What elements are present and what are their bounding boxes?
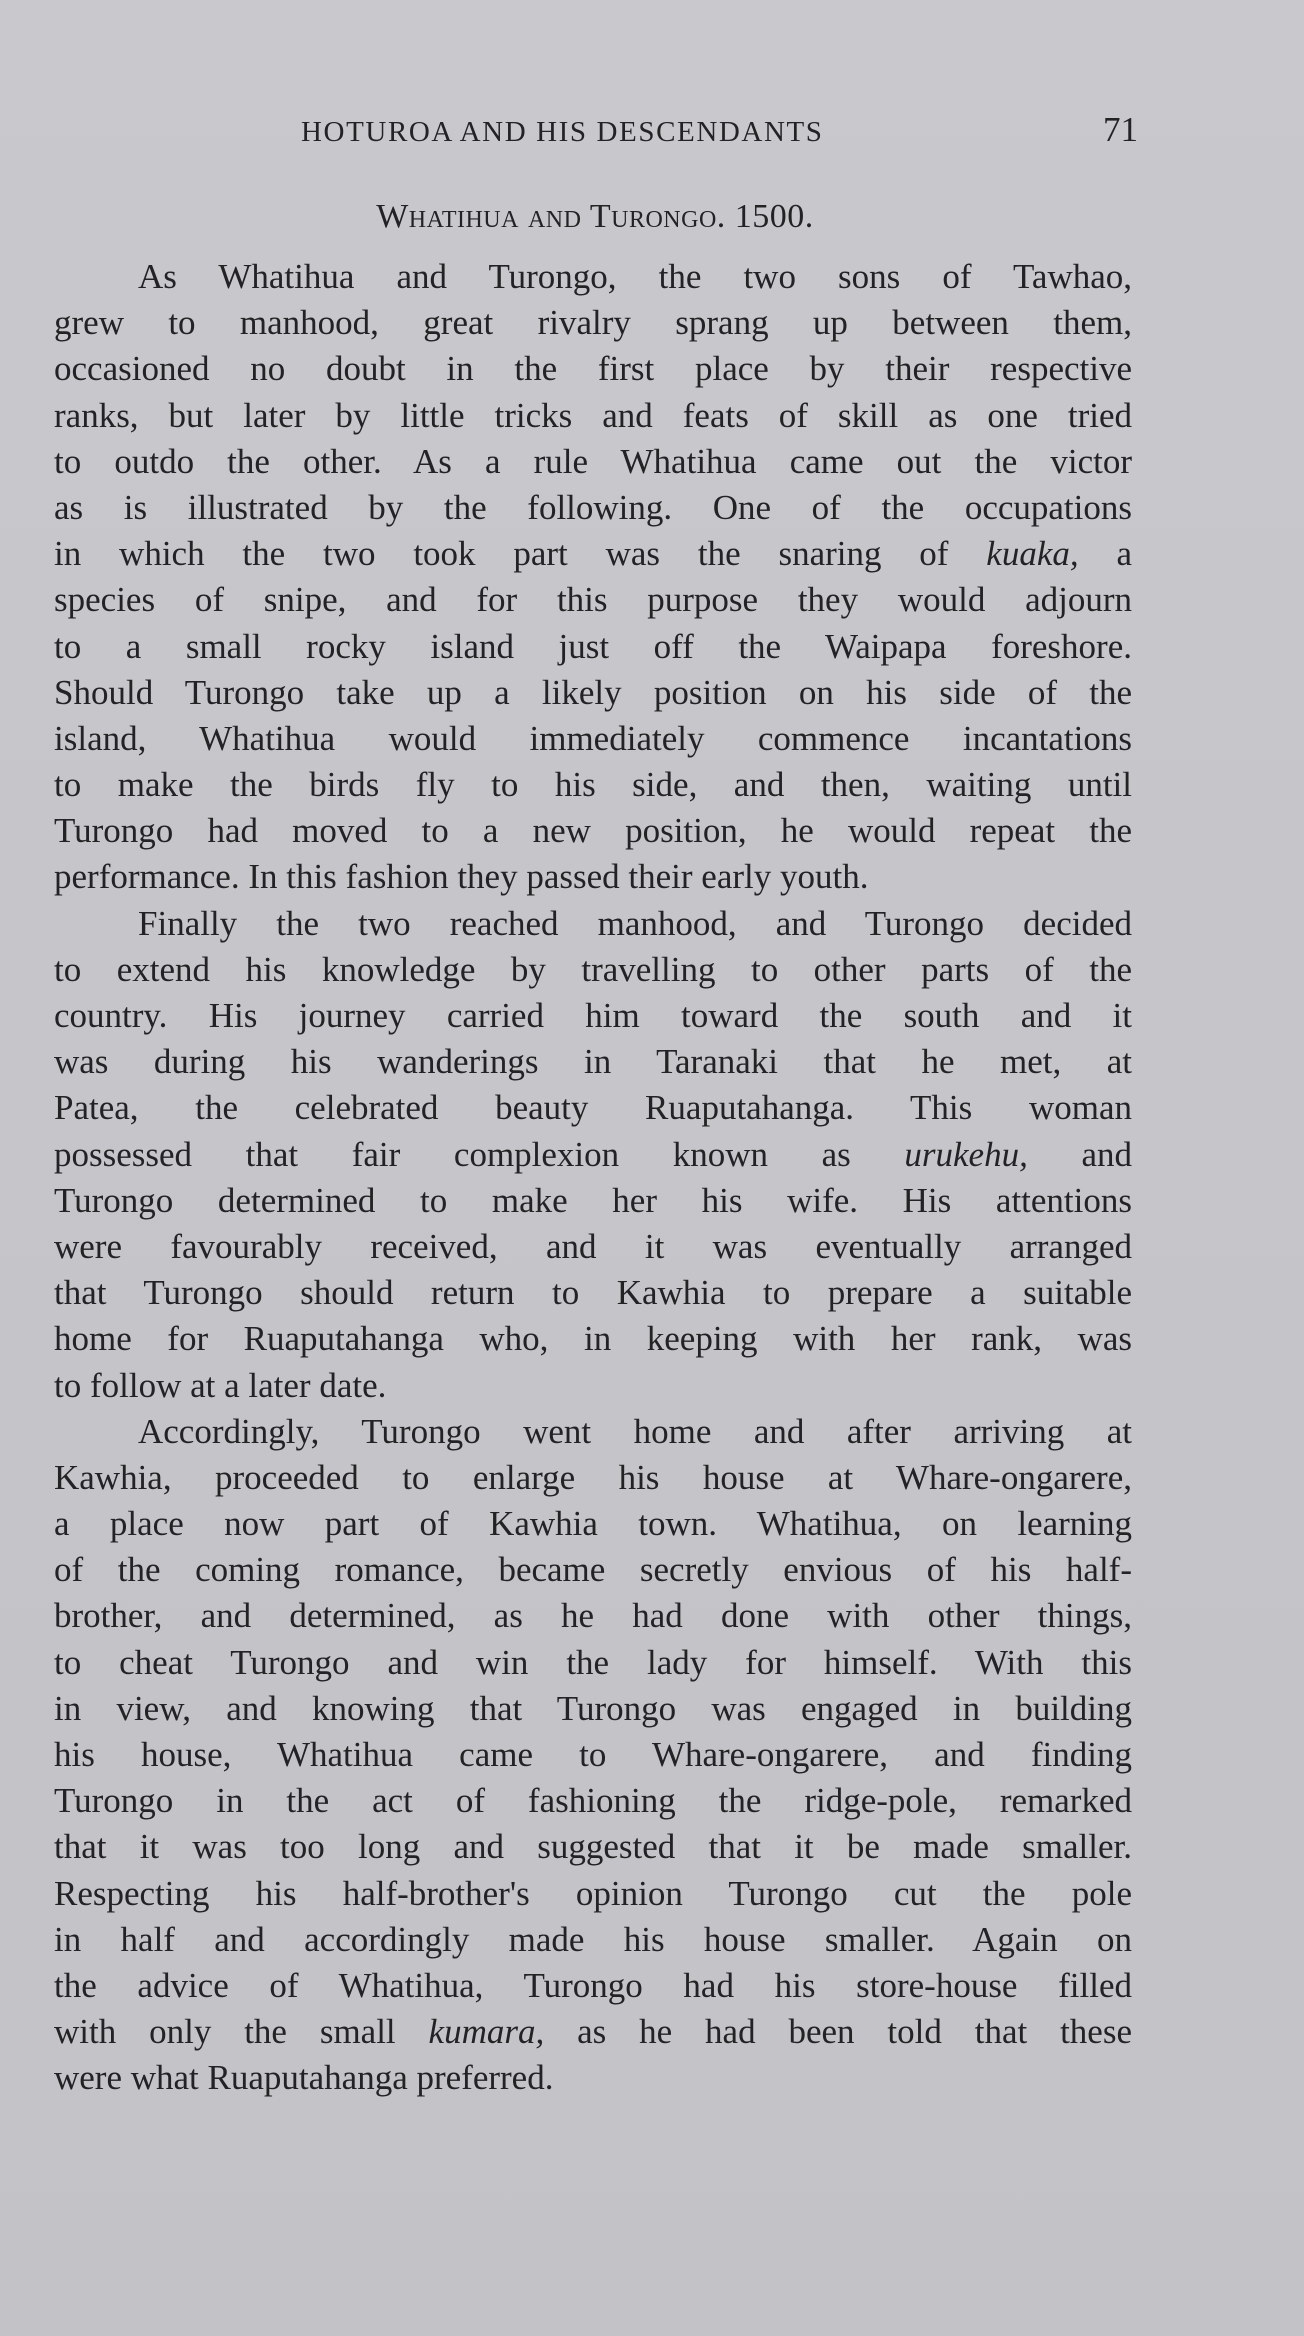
text-line: country. His journey carried him toward the south and it: [54, 996, 1132, 1035]
text-line: Should Turongo take up a likely position on his side of the: [54, 672, 1132, 712]
text-line: were favourably received, and it was eventually arranged: [54, 1226, 1132, 1266]
text-line: were what Ruaputahanga preferred.: [54, 2058, 554, 2098]
text-line: his house, Whatihua came to Whare-ongarere, and finding: [54, 1735, 1132, 1774]
paragraph-3: [54, 1409, 1132, 2102]
page-number: 71: [1103, 110, 1138, 149]
text-line: Turongo in the act of fashioning the ridge-pole, remarked: [54, 1781, 1132, 1821]
body-text: [54, 254, 1132, 2102]
text-line: the advice of Whatihua, Turongo had his store-house filled: [54, 1965, 1132, 2005]
text-line: occasioned no doubt in the first place by their respective: [54, 349, 1132, 389]
running-title: HOTUROA AND HIS DESCENDANTS: [301, 116, 824, 148]
text-line: home for Ruaputahanga who, in keeping with her rank, was: [54, 1319, 1132, 1359]
text-line: Turongo determined to make her his wife. His attentions: [54, 1180, 1132, 1220]
italic-term: urukehu,: [904, 1134, 1028, 1174]
text-line: that Turongo should return to Kawhia to prepare a suitable: [54, 1273, 1132, 1313]
text-line: Accordingly, Turongo went home and after arriving at: [138, 1411, 1132, 1451]
text-line: to follow at a later date.: [54, 1365, 387, 1405]
text-line: Kawhia, proceeded to enlarge his house at Whare-ongarere,: [54, 1457, 1132, 1497]
paragraph-1: [54, 254, 1132, 901]
text-line: Finally the two reached manhood, and Turongo decided: [138, 903, 1132, 943]
text-line: to outdo the other. As a rule Whatihua came out the victor: [54, 441, 1132, 481]
text-line: grew to manhood, great rivalry sprang up between them,: [54, 303, 1132, 343]
text-line: brother, and determined, as he had done with other things,: [54, 1596, 1132, 1636]
text-line: that it was too long and suggested that it be made smaller.: [54, 1827, 1132, 1867]
text-line: with only the small kumara, as he had been told that these: [54, 2012, 1132, 2052]
text-line: to cheat Turongo and win the lady for himself. With this: [54, 1642, 1132, 1682]
text-line: island, Whatihua would immediately commence incantations: [54, 718, 1132, 758]
text-line: performance. In this fashion they passed their early youth.: [54, 857, 869, 897]
italic-term: kuaka,: [986, 534, 1079, 574]
running-head: [54, 110, 1138, 152]
text-line: Turongo had moved to a new position, he would repeat the: [54, 811, 1132, 851]
text-line: Patea, the celebrated beauty Ruaputahanga. This woman: [54, 1088, 1132, 1128]
paragraph-2: [54, 901, 1132, 1409]
text-line: species of snipe, and for this purpose they would adjourn: [54, 580, 1132, 620]
text-line: As Whatihua and Turongo, the two sons of Tawhao,: [138, 257, 1132, 296]
text-line: of the coming romance, became secretly envious of his half-: [54, 1550, 1132, 1590]
text-line: as is illustrated by the following. One of the occupations: [54, 487, 1132, 527]
text-line: to make the birds fly to his side, and then, waiting until: [54, 765, 1132, 805]
section-heading: Whatihua and Turongo. 1500.: [376, 198, 814, 235]
text-line: Respecting his half-brother's opinion Turongo cut the pole: [54, 1873, 1132, 1913]
text-line: ranks, but later by little tricks and feats of skill as one tried: [54, 395, 1132, 435]
text-line: was during his wanderings in Taranaki that he met, at: [54, 1042, 1132, 1082]
text-line: to extend his knowledge by travelling to other parts of the: [54, 949, 1132, 989]
text-line: in half and accordingly made his house smaller. Again on: [54, 1919, 1132, 1959]
text-line: possessed that fair complexion known as urukehu, and: [54, 1134, 1132, 1174]
text-line: in which the two took part was the snaring of kuaka, a: [54, 534, 1132, 574]
italic-term: kumara,: [428, 2012, 545, 2052]
text-line: to a small rocky island just off the Waipapa foreshore.: [54, 626, 1132, 666]
text-line: in view, and knowing that Turongo was engaged in building: [54, 1688, 1132, 1728]
text-line: a place now part of Kawhia town. Whatihua, on learning: [54, 1504, 1132, 1544]
